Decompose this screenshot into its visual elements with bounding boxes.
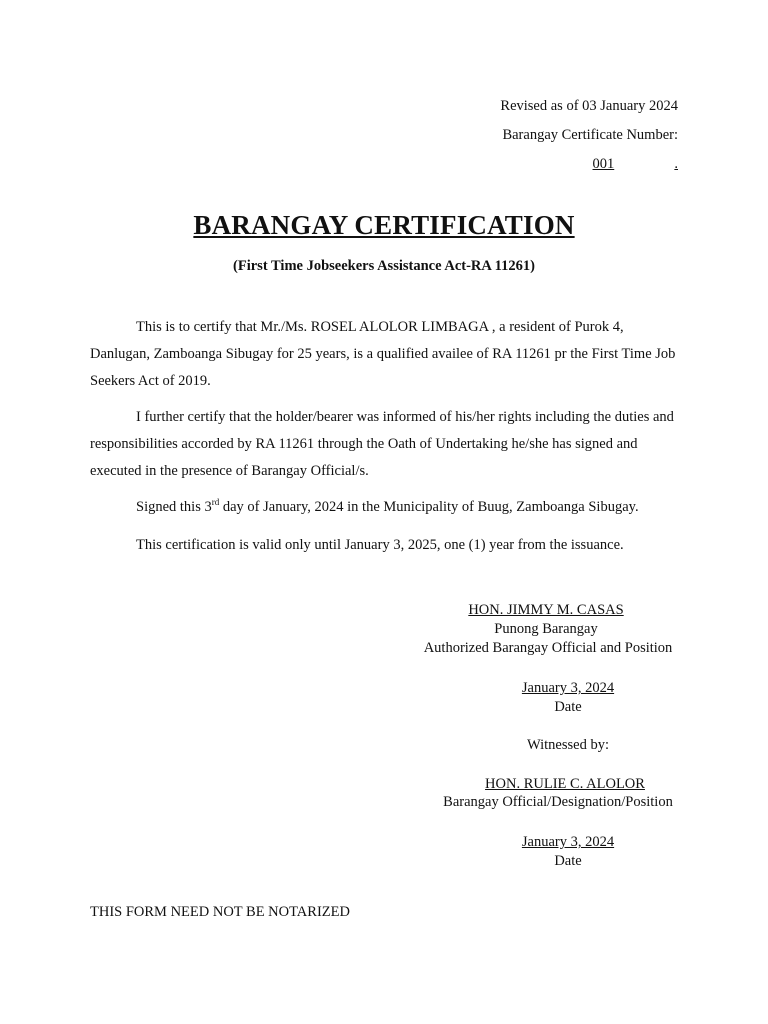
signatory-date: January 3, 2024	[521, 680, 615, 696]
signatory-name: HON. JIMMY M. CASAS	[468, 602, 624, 618]
witness-date-block	[468, 833, 668, 871]
document-subtitle: (First Time Jobseekers Assistance Act-RA 11261)	[233, 258, 535, 274]
signatory-position-block	[400, 639, 696, 658]
body-paragraph-rights: I further certify that the holder/bearer was informed of his/her rights including the duties and responsibilities accorded by RA 11261 through the Oath of Undertaking he/she has signed and executed in the presence of Barangay Official/s.	[90, 409, 674, 479]
body-paragraph-signed	[90, 494, 680, 521]
certificate-number-suffix: .	[674, 156, 678, 172]
body-paragraph-certify: This is to certify that Mr./Ms. ROSEL ALOLOR LIMBAGA , a resident of Purok 4, Danlugan, Zamboanga Sibugay for 25 years, is a qualified availee of RA 11261 pr the First Time Job Seekers Act of 2019.	[90, 319, 676, 389]
signatory-date-block	[468, 679, 668, 717]
witness-block	[415, 775, 715, 794]
signatory-position: Authorized Barangay Official and Position	[423, 640, 673, 656]
body-paragraph-validity: This certification is valid only until January 3, 2025, one (1) year from the issuance.	[136, 537, 624, 553]
witness-name: HON. RULIE C. ALOLOR	[485, 776, 645, 792]
revision-date: Revised as of 03 January 2024	[500, 98, 678, 114]
signatory-title: Punong Barangay	[494, 621, 598, 637]
signed-text-after: day of January, 2024 in the Municipality of Buug, Zamboanga Sibugay.	[219, 499, 639, 515]
signed-text-before: Signed this 3	[136, 499, 212, 515]
document-title: BARANGAY CERTIFICATION	[193, 210, 575, 240]
document-header	[500, 92, 678, 179]
certificate-number-label: Barangay Certificate Number:	[502, 127, 678, 143]
witness-label-block	[468, 736, 668, 755]
witness-date-label: Date	[554, 853, 582, 869]
witness-label: Witnessed by:	[527, 737, 609, 753]
witness-position: Barangay Official/Designation/Position	[443, 794, 673, 810]
witness-date: January 3, 2024	[521, 834, 615, 850]
notarization-note: THIS FORM NEED NOT BE NOTARIZED	[90, 904, 350, 920]
ordinal-suffix: rd	[211, 497, 220, 508]
signatory-block	[420, 601, 720, 639]
certificate-number: 001	[592, 156, 615, 172]
certificate-number-row	[500, 150, 678, 179]
signatory-date-label: Date	[554, 699, 582, 715]
certificate-body	[90, 314, 680, 570]
witness-position-block	[400, 793, 716, 812]
